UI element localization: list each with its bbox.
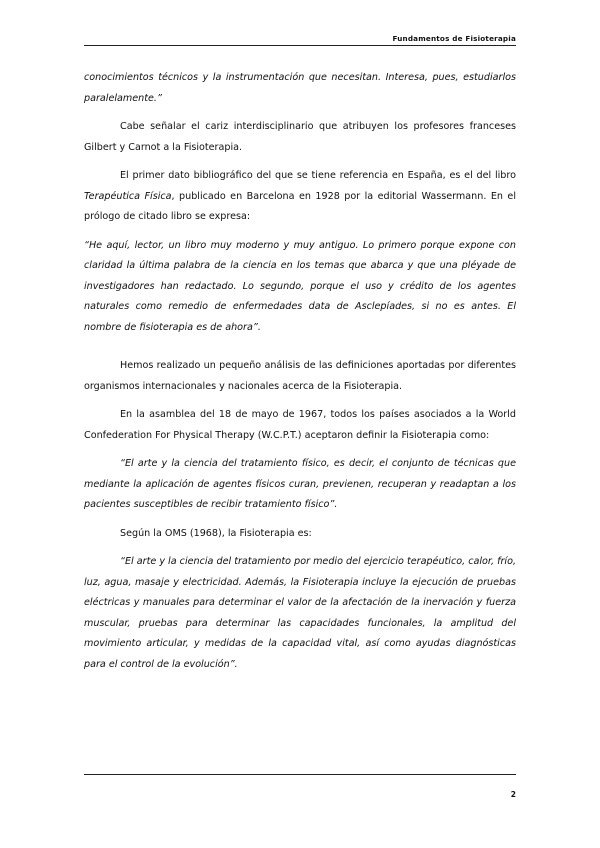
paragraph-quote-continuation: conocimientos técnicos y la instrumentación que necesitan. Interesa, pues, estudiarlos paralelamente.”	[84, 72, 516, 104]
paragraph-oms-definition: “El arte y la ciencia del tratamiento por medio del ejercicio terapéutico, calor, frío, luz, agua, masaje y electricidad. Además, la Fisioterapia incluye la ejecución de pruebas eléctricas y manuales para determinar el valor de la afectación de la inervación y fuerza muscular, pruebas para determinar las capacidades funcionales, la amplitud del movimiento articular, y medidas de la capacidad vital, así como ayudas diagnósticas para el control de la evolución”.	[84, 556, 516, 670]
text-segment: , publicado en Barcelona en 1928 por la editorial Wassermann. En el prólogo de citado libro se expresa:	[84, 190, 516, 222]
paragraph-analysis: Hemos realizado un pequeño análisis de las definiciones aportadas por diferentes organismos internacionales y nacionales acerca de la Fisioterapia.	[84, 360, 516, 392]
footer-rule	[84, 774, 516, 775]
paragraph-gilbert-carnot: Cabe señalar el cariz interdisciplinario que atribuyen los profesores franceses Gilbert y Carnot a la Fisioterapia.	[84, 121, 516, 153]
paragraph-wcpt-definition: “El arte y la ciencia del tratamiento físico, es decir, el conjunto de técnicas que mediante la aplicación de agentes físicos curan, previenen, recuperan y readaptan a los pacientes susceptibles de recibir tratamiento físico”.	[84, 458, 516, 510]
paragraph-wcpt-assembly: En la asamblea del 18 de mayo de 1967, todos los países asociados a la World Confederation For Physical Therapy (W.C.P.T.) aceptaron definir la Fisioterapia como:	[84, 409, 516, 441]
text-segment: El primer dato bibliográfico del que se tiene referencia en España, es el del libro	[120, 170, 516, 181]
paragraph-oms-intro: Según la OMS (1968), la Fisioterapia es:	[120, 527, 312, 539]
header-rule	[84, 45, 516, 46]
paragraph-prologue-quote: “He aquí, lector, un libro muy moderno y muy antiguo. Lo primero porque expone con claridad la última palabra de la ciencia en los temas que abarca y que una pléyade de investigadores han redactado. Lo segundo, porque el uso y crédito de los agentes naturales como remedio de enfermedades data de Asclepíades, si no es antes. El nombre de fisioterapia es de ahora”.	[84, 239, 516, 333]
book-title: Terapéutica Física	[84, 190, 172, 202]
paragraph-first-bibliographic-data	[84, 166, 516, 228]
running-header: Fundamentos de Fisioterapia	[392, 34, 516, 43]
page-body	[84, 68, 516, 683]
spacer	[84, 346, 516, 356]
page-number: 2	[510, 790, 516, 799]
